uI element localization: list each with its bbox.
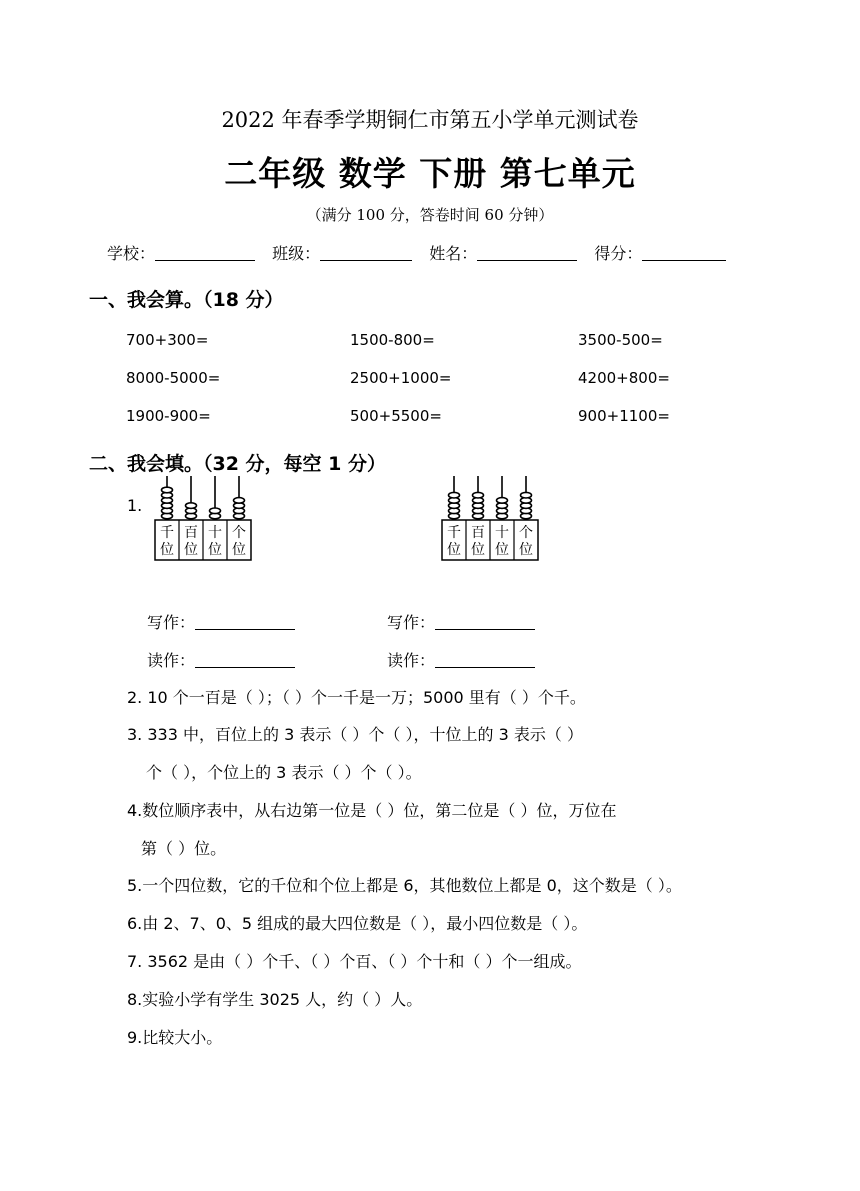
calc-problem: 900+1100= [578, 407, 670, 425]
read-label: 读作： [387, 651, 436, 670]
abacus-left [153, 472, 257, 566]
write-row-left [147, 610, 295, 633]
abacus-label: 位 [471, 542, 485, 558]
abacus-right [440, 472, 544, 566]
calc-problem: 700+300= [126, 331, 209, 349]
question-5: 5.一个四位数，它的千位和个位上都是 6，其他数位上都是 0，这个数是（ ）。 [127, 876, 682, 895]
question-9: 9.比较大小。 [127, 1028, 223, 1047]
write-label: 写作： [387, 613, 436, 632]
calc-problem: 1500-800= [350, 331, 435, 349]
abacus-label: 个 [232, 525, 246, 541]
question-6: 6.由 2、7、0、5 组成的最大四位数是（ ），最小四位数是（ ）。 [127, 914, 588, 933]
score-label: 得分： [594, 244, 643, 263]
write-label: 写作： [147, 613, 196, 632]
school-blank[interactable] [155, 244, 255, 261]
abacus-label: 位 [232, 542, 246, 558]
name-label: 姓名： [429, 244, 478, 263]
abacus-bead [473, 492, 484, 498]
exam-header: 2022 年春季学期铜仁市第五小学单元测试卷 [221, 108, 639, 132]
abacus-label: 千 [447, 525, 461, 541]
question-8: 8.实验小学有学生 3025 人，约（ ）人。 [127, 990, 423, 1009]
calc-problem: 2500+1000= [350, 369, 452, 387]
abacus-bead [497, 498, 508, 504]
calc-problem: 8000-5000= [126, 369, 221, 387]
name-blank[interactable] [477, 244, 577, 261]
class-blank[interactable] [320, 244, 412, 261]
abacus-bead [210, 508, 221, 514]
question-4-line1: 4.数位顺序表中，从右边第一位是（ ）位，第二位是（ ）位，万位在 [127, 801, 617, 820]
calc-problem: 500+5500= [350, 407, 442, 425]
calc-problem: 1900-900= [126, 407, 211, 425]
abacus-bead [162, 487, 173, 493]
write-blank[interactable] [195, 615, 295, 630]
question-7: 7. 3562 是由（ ）个千、（ ）个百、（ ）个十和（ ）个一组成。 [127, 952, 582, 971]
section1-title: 一、我会算。（18 分） [89, 289, 284, 311]
abacus-bead [449, 492, 460, 498]
abacus-bead [234, 498, 245, 504]
calc-problem: 4200+800= [578, 369, 670, 387]
question-2: 2. 10 个一百是（ ）；（ ）个一千是一万；5000 里有（ ）个千。 [127, 688, 586, 707]
student-info-line [107, 241, 738, 264]
read-row-right [387, 648, 535, 671]
school-label: 学校： [107, 244, 156, 263]
abacus-label: 位 [495, 542, 509, 558]
abacus-label: 位 [519, 542, 533, 558]
abacus-label: 千 [160, 525, 174, 541]
abacus-label: 个 [519, 525, 533, 541]
abacus-label: 位 [160, 542, 174, 558]
question-4-line2: 第（ ）位。 [141, 839, 227, 858]
abacus-label: 位 [447, 542, 461, 558]
abacus-label: 位 [184, 542, 198, 558]
read-row-left [147, 648, 295, 671]
question-3-line2: 个（ ），个位上的 3 表示（ ）个（ ）。 [146, 763, 422, 782]
exam-subtitle: （满分 100 分，答卷时间 60 分钟） [306, 206, 554, 224]
calc-problem: 3500-500= [578, 331, 663, 349]
read-blank[interactable] [435, 653, 535, 668]
abacus-label: 百 [184, 525, 198, 541]
write-row-right [387, 610, 535, 633]
abacus-label: 位 [208, 542, 222, 558]
read-label: 读作： [147, 651, 196, 670]
question-1-number: 1. [127, 496, 143, 515]
question-3-line1: 3. 333 中，百位上的 3 表示（ ）个（ ），十位上的 3 表示（ ） [127, 725, 583, 744]
abacus-label: 十 [208, 525, 222, 541]
section2-title: 二、我会填。（32 分，每空 1 分） [89, 453, 387, 475]
read-blank[interactable] [195, 653, 295, 668]
score-blank[interactable] [642, 244, 726, 261]
abacus-label: 十 [495, 525, 509, 541]
abacus-label: 百 [471, 525, 485, 541]
exam-title: 二年级 数学 下册 第七单元 [224, 154, 636, 193]
write-blank[interactable] [435, 615, 535, 630]
class-label: 班级： [272, 244, 321, 263]
abacus-bead [186, 503, 197, 509]
abacus-bead [521, 492, 532, 498]
